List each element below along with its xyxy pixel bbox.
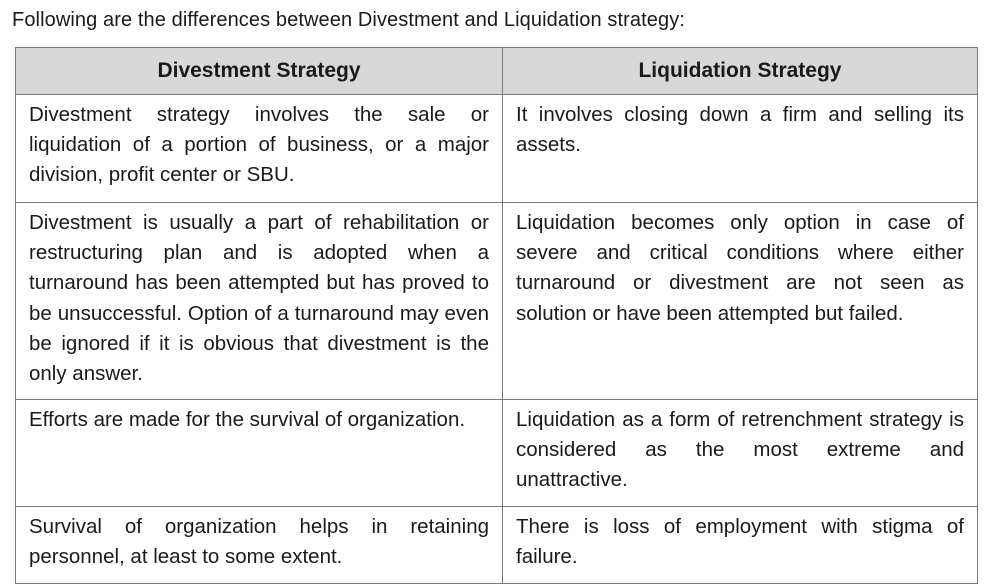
- divestment-cell: Divestment strategy involves the sale or liquidation of a portion of business, or a major division, profit center or SBU.: [16, 95, 503, 203]
- divestment-cell: Efforts are made for the survival of organization.: [16, 400, 503, 507]
- liquidation-cell: There is loss of employment with stigma of failure.: [503, 507, 978, 584]
- divestment-cell: Survival of organization helps in retaining personnel, at least to some extent.: [16, 507, 503, 584]
- table-row: [16, 95, 978, 203]
- divestment-cell: Divestment is usually a part of rehabilitation or restructuring plan and is adopted when a turnaround has been attempted but has proved to be unsuccessful. Option of a turnaround may even be ignored if it is obvious that divestment is the only answer.: [16, 203, 503, 400]
- header-divestment-strategy: Divestment Strategy: [16, 48, 503, 95]
- liquidation-cell: It involves closing down a firm and selling its assets.: [503, 95, 978, 203]
- liquidation-cell: Liquidation becomes only option in case of severe and critical conditions where either turnaround or divestment are not seen as solution or have been attempted but failed.: [503, 203, 978, 400]
- table-row: [16, 400, 978, 507]
- table-header-row: [16, 48, 978, 95]
- header-liquidation-strategy: Liquidation Strategy: [503, 48, 978, 95]
- comparison-table: [15, 47, 978, 584]
- liquidation-cell: Liquidation as a form of retrenchment strategy is considered as the most extreme and unattractive.: [503, 400, 978, 507]
- intro-text: Following are the differences between Divestment and Liquidation strategy:: [12, 9, 685, 31]
- table-row: [16, 203, 978, 400]
- table-row: [16, 507, 978, 584]
